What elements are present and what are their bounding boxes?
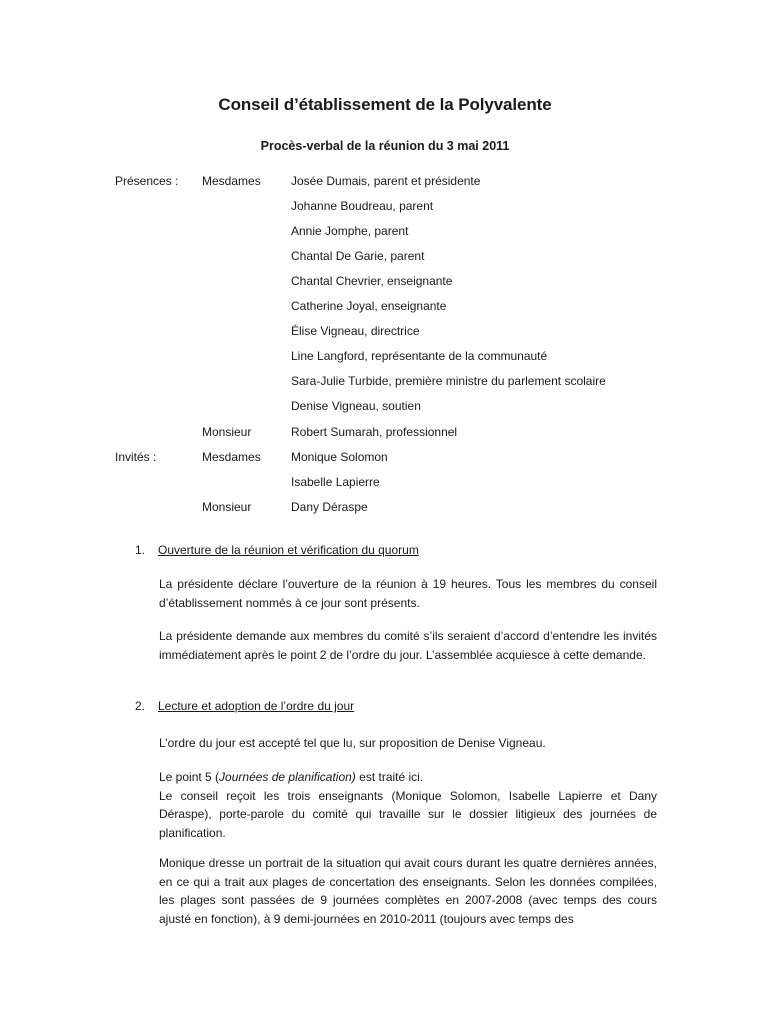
presences-mesdames-label: Mesdames: [202, 174, 261, 188]
attendee-name: Chantal Chevrier, enseignante: [291, 274, 453, 288]
attendee-name: Denise Vigneau, soutien: [291, 399, 421, 413]
item-2-paragraph-2: [159, 768, 657, 842]
item-2-paragraph-1: L’ordre du jour est accepté tel que lu, sur proposition de Denise Vigneau.: [159, 736, 546, 750]
attendee-name: Sara-Julie Turbide, première ministre du parlement scolaire: [291, 374, 606, 388]
document-title: Conseil d’établissement de la Polyvalente: [218, 95, 552, 114]
item-number: 1.: [135, 543, 146, 557]
invites-mesdames-label: Mesdames: [202, 450, 261, 464]
attendee-name: Line Langford, représentante de la communauté: [291, 349, 548, 363]
document-subtitle: Procès-verbal de la réunion du 3 mai 2011: [260, 139, 510, 153]
item-number: 2.: [135, 699, 146, 713]
attendee-name: Annie Jomphe, parent: [291, 224, 409, 238]
agenda-item-2-heading: [135, 699, 354, 713]
invites-monsieur-label: Monsieur: [202, 500, 252, 514]
guest-name: Isabelle Lapierre: [291, 475, 380, 489]
presences-monsieur-label: Monsieur: [202, 425, 252, 439]
attendee-name: Johanne Boudreau, parent: [291, 199, 434, 213]
item-1-paragraph-2: La présidente demande aux membres du comité s’ils seraient d’accord d’entendre les invités immédiatement après le point 2 de l’ordre du jour. L’assemblée acquiesce à cette demande.: [159, 629, 657, 662]
p2-suffix: est traité ici.: [355, 770, 424, 784]
agenda-item-1-heading: [135, 543, 419, 557]
item-1-paragraph-1: La présidente déclare l’ouverture de la réunion à 19 heures. Tous les membres du conseil d’établissement nommés à ce jour sont présents.: [159, 577, 657, 610]
attendee-name: Catherine Joyal, enseignante: [291, 299, 447, 313]
attendee-name: Chantal De Garie, parent: [291, 249, 425, 263]
p2-prefix: Le point 5 (: [159, 770, 220, 784]
p2-italic-title: Journées de planification): [219, 770, 356, 784]
attendee-name: Josée Dumais, parent et présidente: [291, 174, 481, 188]
invites-label: Invités :: [115, 450, 157, 464]
item-2-paragraph-3: Monique dresse un portrait de la situation qui avait cours durant les quatre dernières années, en ce qui a trait aux plages de concertation des enseignants. Selon les données compilées, les plages sont passées de 9 journées complètes en 2007-2008 (avec temps des cours ajusté en fonction), à 9 demi-journées en 2010-2011 (toujours avec temps des: [159, 856, 657, 926]
attendee-name: Robert Sumarah, professionnel: [291, 425, 458, 439]
guest-name: Dany Déraspe: [291, 500, 368, 514]
item-heading: Lecture et adoption de l’ordre du jour: [158, 699, 355, 713]
presences-label: Présences :: [115, 174, 179, 188]
p2-line-2: Le conseil reçoit les trois enseignants (Monique Solomon, Isabelle Lapierre et Dany Déraspe), porte-parole du comité qui travaille sur le dossier litigieux des journées de planification.: [159, 788, 657, 840]
attendee-name: Élise Vigneau, directrice: [291, 324, 420, 338]
item-heading: Ouverture de la réunion et vérification du quorum: [158, 543, 419, 557]
guest-name: Monique Solomon: [291, 450, 388, 464]
